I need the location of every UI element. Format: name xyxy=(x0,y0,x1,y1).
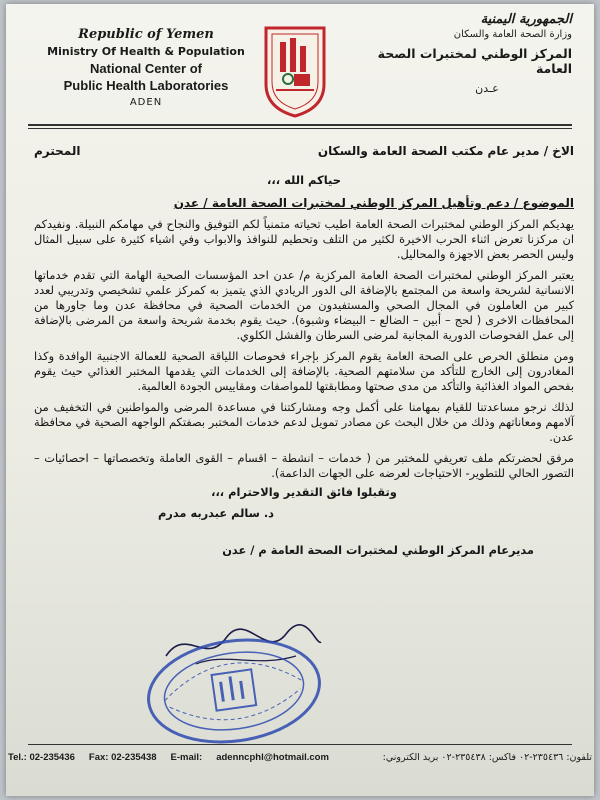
signer-name: د. سالم عبدربه مدرم xyxy=(157,506,274,520)
footer-tel: Tel.: 02-235436 xyxy=(8,751,75,763)
header-english xyxy=(46,26,246,111)
letter-sheet xyxy=(6,4,594,796)
header-rule-thin xyxy=(28,128,572,129)
ministry-ar: وزارة الصحة العامة والسكان xyxy=(453,29,572,40)
header-arabic xyxy=(362,12,572,95)
subject-line: الموضوع / دعم وتأهيل المركز الوطني لمختبرات الصحة العامة / عدن xyxy=(173,196,574,210)
footer-rule xyxy=(28,744,572,745)
city-en: ADEN xyxy=(129,97,163,108)
greeting: حياكم الله ،،، xyxy=(266,173,342,187)
paragraph-5: مرفق لحضرتكم ملف تعريفي للمختبر من ( خدمات – انشطة – اقسام – القوى العاملة وتخصصاتها – احصائيات – التصور الحالي للتطوير- الاحتياجات لعرضه على الجهات الداعمة). xyxy=(34,451,574,480)
republic-ar: الجمهورية اليمنية xyxy=(480,12,572,27)
city-ar: عـدن xyxy=(475,82,499,95)
honorific: المحترم xyxy=(34,144,81,158)
official-stamp-icon xyxy=(137,624,331,758)
letter-body xyxy=(34,144,574,558)
paragraph-1: يهديكم المركز الوطني لمختبرات الصحة العامة اطيب تحياته متمنياً لكم التوفيق والنجاح في مهامكم النبيلة. ونفيدكم ان مركزنا تعرض اثناء الحرب الاخيرة لكثير من التلف وتحطيم للنوافذ والابواب وفي اشياء كثيرة على سبيل المثال وليس الحصر بعض الاجهزة والمحاليل. xyxy=(34,217,574,261)
center-ar: المركز الوطني لمختبرات الصحة العامة xyxy=(377,46,572,76)
lab-logo-icon xyxy=(258,24,332,120)
closing-line: وتقبلوا فائق التقدير والاحترام ،،، xyxy=(211,485,397,499)
addressee: الاخ / مدير عام مكتب الصحة العامة والسكان xyxy=(317,144,574,158)
paragraph-2: يعتبر المركز الوطني لمختبرات الصحة العامة المركزية م/ عدن احد المؤسسات الصحية الهامة التي تقدم خدماتها الانسانية لشريحة واسعة من المجتمع بالإضافة الى الدور الريادي الذي يتميز به كمركز علمي تشخيصي وتدريبي لعدد كبير من العاملون في المجال الصحي والمستفيدون من الخدمات الصحية في محافظة عدن وما جاورها من المحافظات الاخرى ( لحج – أبين – الضالع – البيضاء وشبوة). حيث يقوم بخدمة شريحة واسعة من المرضى بالإضافة إلى عمل الفحوصات الدورية المجانية لمرضى السرطان والفشل الكلوي. xyxy=(34,268,574,342)
signer-title: مديرعام المركز الوطني لمختبرات الصحة العامة م / عدن xyxy=(222,543,534,557)
republic-en: Republic of Yemen xyxy=(78,27,214,42)
addressee-row xyxy=(34,144,574,159)
ministry-en: Ministry Of Health & Population xyxy=(47,45,245,58)
center-line1-en: National Center of xyxy=(90,61,202,76)
footer-email-label: E-mail: xyxy=(170,751,203,763)
center-line2-en: Public Health Laboratories xyxy=(63,78,229,93)
paragraph-4: لذلك نرجو مساعدتنا للقيام بمهامنا على أكمل وجه ومشاركتنا في مساعدة المرضى والمواطنين في التخفيف من آلامهم ومعاناتهم وذلك من خلال البحث عن مصادر تمويل لدعم خدمات المختبر بصفتكم الواجهه الصحية في محافظة عدن. xyxy=(34,400,574,444)
footer-arabic: تلفون: ٢٣٥٤٣٦-٠٢ فاكس: ٢٣٥٤٣٨-٠٢ بريد الكتروني: xyxy=(382,751,592,763)
footer-fax: Fax: 02-235438 xyxy=(88,751,157,763)
paragraph-3: ومن منطلق الحرص على الصحة العامة يقوم المركز بإجراء فحوصات اللياقة الصحية للعمالة الاجنبية الوافدة وكذا المغادرون إلى الخارج للتأكد من سلامتهم الصحية. بالإضافة إلى الخدمات التي يقدمها المختبر الغذائي حيث يقوم بفحص المواد الغذائية والتأكد من مدى صحتها ومطابقتها للمواصفات ومقاييس الجودة العالمية. xyxy=(34,349,574,393)
header-rule xyxy=(28,124,572,126)
footer-email: adenncphl@hotmail.com xyxy=(216,751,329,763)
footer xyxy=(8,748,592,766)
